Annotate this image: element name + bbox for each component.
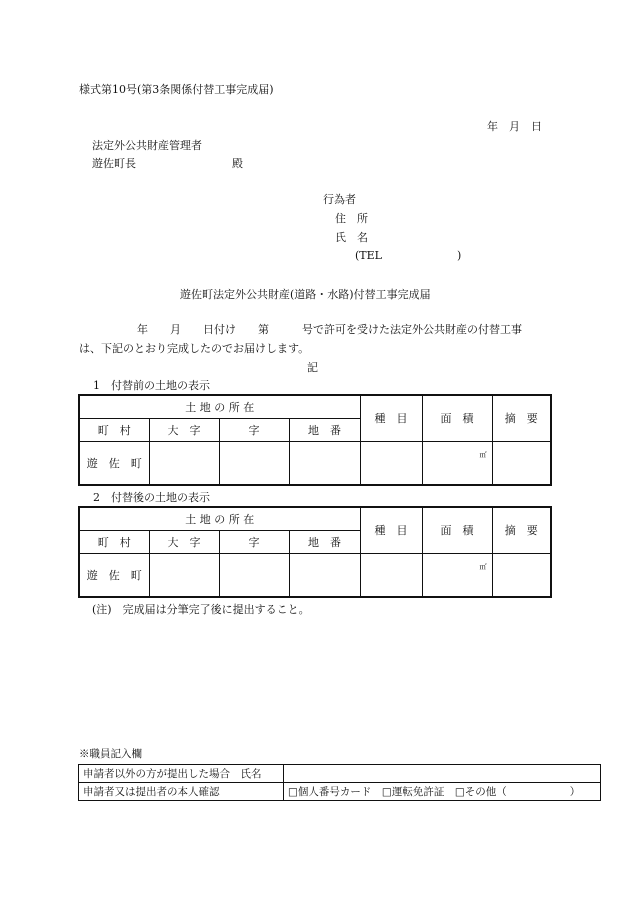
note-header: 摘 要 — [492, 507, 551, 553]
location-header: 土 地 の 所 在 — [79, 507, 360, 530]
addressee-title: 法定外公共財産管理者 — [92, 139, 202, 152]
aza-header: 字 — [219, 418, 289, 441]
area-value — [422, 553, 492, 597]
aza-value — [219, 553, 289, 597]
area-unit: ㎡ — [479, 450, 487, 459]
oaza-header: 大 字 — [149, 418, 219, 441]
form-label: 様式第10号(第3条関係付替工事完成届) — [79, 83, 274, 96]
town-value: 遊 佐 町 — [79, 553, 149, 597]
applicant-tel-open: (TEL — [355, 249, 382, 262]
area-unit: ㎡ — [479, 562, 487, 571]
staff-row-proxy-label: 申請者以外の方が提出した場合 氏名 — [79, 765, 284, 783]
land-table-before — [78, 394, 552, 486]
staff-row-identity-options: □個人番号カード □運転免許証 □その他（ ） — [284, 783, 601, 801]
date-line: 年 月 日 — [487, 120, 542, 133]
kind-header: 種 目 — [360, 395, 422, 441]
oaza-header: 大 字 — [149, 530, 219, 553]
addressee-name: 遊佐町長 — [92, 157, 136, 170]
oaza-value — [149, 553, 219, 597]
body-line-1: 年 月 日付け 第 号で許可を受けた法定外公共財産の付替工事 — [137, 323, 522, 336]
staff-section-title: ※職員記入欄 — [79, 748, 142, 760]
aza-value — [219, 441, 289, 485]
area-header: 面 積 — [422, 507, 492, 553]
ki-label: 記 — [307, 361, 318, 374]
section-2-heading: 2 付替後の土地の表示 — [93, 491, 210, 504]
staff-table — [78, 764, 601, 801]
town-value: 遊 佐 町 — [79, 441, 149, 485]
kind-header: 種 目 — [360, 507, 422, 553]
town-header: 町 村 — [79, 530, 149, 553]
document-title: 遊佐町法定外公共財産(道路・水路)付替工事完成届 — [180, 288, 431, 301]
note-header: 摘 要 — [492, 395, 551, 441]
applicant-address-label: 住 所 — [335, 212, 368, 225]
addressee-honorific: 殿 — [232, 157, 243, 170]
note-value — [492, 553, 551, 597]
submission-note: (注) 完成届は分筆完了後に提出すること。 — [92, 603, 310, 616]
kind-value — [360, 553, 422, 597]
aza-header: 字 — [219, 530, 289, 553]
applicant-name-label: 氏 名 — [335, 231, 368, 244]
kind-value — [360, 441, 422, 485]
land-table-after — [78, 506, 552, 598]
area-value — [422, 441, 492, 485]
chiban-value — [289, 553, 360, 597]
applicant-title: 行為者 — [323, 193, 356, 206]
chiban-header: 地 番 — [289, 530, 360, 553]
location-header: 土 地 の 所 在 — [79, 395, 360, 418]
note-value — [492, 441, 551, 485]
body-line-2: は、下記のとおり完成したのでお届けします。 — [79, 342, 310, 355]
section-1-heading: 1 付替前の土地の表示 — [93, 379, 210, 392]
area-header: 面 積 — [422, 395, 492, 441]
oaza-value — [149, 441, 219, 485]
applicant-tel-close: ) — [457, 249, 462, 262]
staff-row-proxy-value — [284, 765, 601, 783]
town-header: 町 村 — [79, 418, 149, 441]
staff-row-identity-label: 申請者又は提出者の本人確認 — [79, 783, 284, 801]
chiban-value — [289, 441, 360, 485]
chiban-header: 地 番 — [289, 418, 360, 441]
